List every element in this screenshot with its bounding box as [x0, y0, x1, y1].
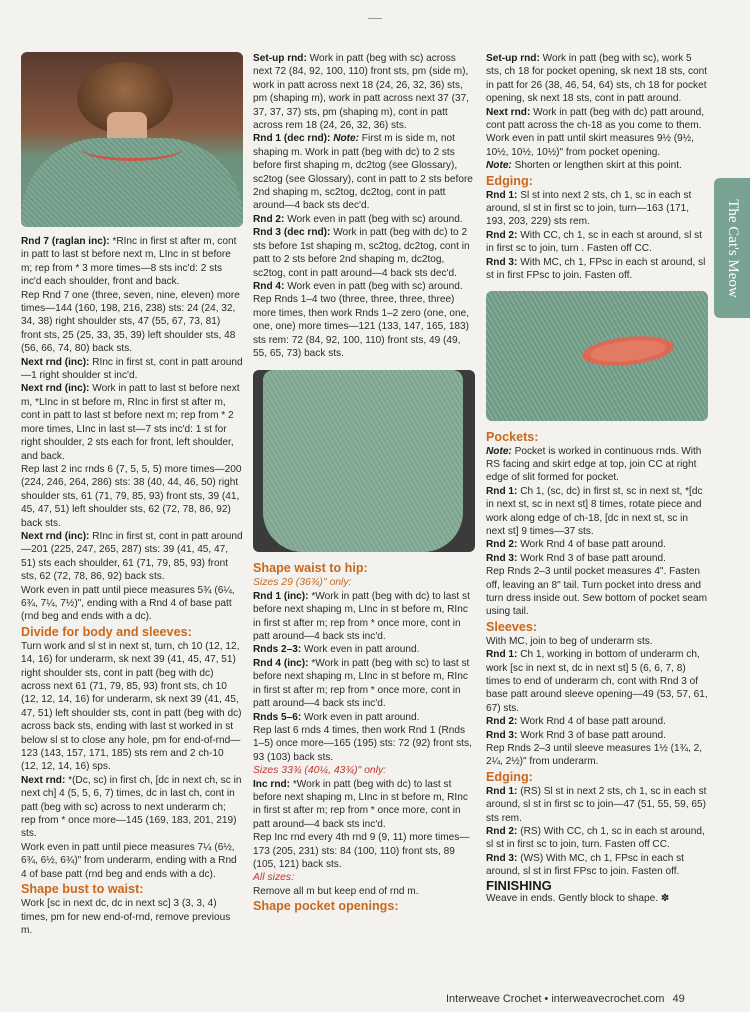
section-heading: Sleeves:	[486, 619, 538, 634]
paragraph: Rep Inc rnd every 4th rnd 9 (9, 11) more times—173 (205, 231) sts: 84 (100, 110) front sts, 89 (105, 121) back sts.	[253, 832, 470, 871]
paragraph: Rnd 3: (WS) With MC, ch 1, FPsc in each st around, sl st in first FPsc to join. Fasten off.	[486, 852, 684, 878]
paragraph: Work even in patt until skirt measures 9½ (9½, 10½, 10½, 10½)" from pocket opening.	[486, 133, 694, 158]
paragraph: Next rnd: *(Dc, sc) in first ch, [dc in next ch, sc in next ch] 4 (5, 5, 6, 7) times, dc in last ch, cont in patt (beg with sc) across to next underarm ch; rep from * once more—145 (169, 183, 201, 219) sts.	[21, 774, 242, 840]
paragraph: Rnd 2: With CC, ch 1, sc in each st around, sl st in first sc to join, turn . Fasten off CC.	[486, 229, 702, 255]
red-collar-trim	[81, 136, 183, 161]
section-heading: Edging:	[486, 173, 533, 188]
column-1	[21, 52, 243, 937]
section-heading: Shape waist to hip:	[253, 561, 368, 576]
paragraph: Rnd 4 (inc): *Work in patt (beg with sc) to last st before next shaping m, LInc in st before m, RInc in first st after m; rep from * once more, cont in patt around—4 back sts inc'd.	[253, 657, 470, 710]
paragraph: Turn work and sl st in next st, turn, ch 10 (12, 12, 14, 16) for underarm, sk next 39 (41, 45, 47, 51) right shoulder sts, cont in patt (beg with dc) across next 61 (71, 79, 85, 93) front sts, ch 10 (12, 12, 14, 16) for underarm, sk next 39 (41, 45, 47, 51) left shoulder sts, cont in patt (beg with dc) across back sts, ending with last st worked in st below sl st to close any hole, pm for end-of-rnd—123 (143, 157, 171, 185) sts rem and 2 ch-10 (12, 12, 14, 16) sps.	[21, 640, 242, 773]
paragraph: Rnd 3: Work Rnd 3 of base patt around.	[486, 552, 666, 564]
paragraph: Work even in patt until piece measures 5¾ (6¼, 6¾, 7¼, 7½)", ending with a Rnd 4 of base patt (rnd beg and ends with a dc).	[21, 584, 235, 623]
paragraph: Next rnd: Work in patt (beg with dc) patt around, cont patt across the ch-18 as you come to them.	[486, 106, 705, 132]
sizes-note: All sizes:	[253, 872, 294, 884]
column-3	[486, 52, 708, 906]
paragraph: Rnd 3: Work Rnd 3 of base patt around.	[486, 729, 666, 741]
section-heading: Shape bust to waist:	[21, 882, 144, 897]
paragraph: Rnd 4: Work even in patt (beg with sc) around.	[253, 280, 463, 292]
paragraph: Rnd 2: Work even in patt (beg with sc) around.	[253, 213, 463, 225]
paragraph: Rep last 6 rnds 4 times, then work Rnd 1 (Rnds 1–5) once more—165 (195) sts: 72 (92) front sts, 93 (103) back sts.	[253, 724, 472, 763]
section-heading-finishing: FINISHING	[486, 877, 552, 893]
footer-text: Interweave Crochet • interweavecrochet.com	[446, 993, 665, 1005]
page-footer	[446, 993, 685, 1005]
paragraph: Rnd 1: Ch 1, (sc, dc) in first st, sc in next st, *[dc in next st, sc in next st] 8 times, rotate piece and work along edge of ch-18, [dc in next st, sc in next st] 9 times—37 sts.	[486, 485, 703, 537]
skirt-texture	[263, 370, 463, 552]
section-side-tab	[714, 178, 750, 318]
paragraph: Rep Rnd 7 one (three, seven, nine, eleven) more times—144 (160, 198, 216, 238) sts: 24 (24, 32, 34, 38) right shoulder sts, 47 (55, 67, 73, 81) front sts, 25 (25, 33, 35, 39) left shoulder sts, 48 (56, 66, 74, 80) back sts.	[21, 289, 240, 355]
end-mark-icon: ✽	[660, 893, 670, 905]
paragraph: With MC, join to beg of underarm sts.	[486, 635, 653, 647]
paragraph: Rnd 1: Sl st into next 2 sts, ch 1, sc in each st around, sl st in first sc to join, turn—163 (171, 193, 203, 229) sts rem.	[486, 189, 692, 228]
section-heading: Divide for body and sleeves:	[21, 624, 192, 639]
section-heading: Edging:	[486, 769, 533, 784]
paragraph: Note: Shorten or lengthen skirt at this point.	[486, 160, 682, 172]
section-heading: Pockets:	[486, 429, 539, 444]
paragraph: Next rnd (inc): RInc in first st, cont in patt around—201 (225, 247, 265, 287) sts: 39 (41, 45, 47, 51) sts each shoulder, 61 (71, 79, 85, 93) front sts, 62 (72, 78, 86, 92) back sts.	[21, 530, 243, 583]
photo-dress-skirt	[253, 370, 475, 552]
paragraph: Work [sc in next dc, dc in next sc] 3 (3, 3, 4) times, pm for new end-of-rnd, remove previous m.	[21, 898, 231, 936]
paragraph: Rnd 2: (RS) With CC, ch 1, sc in each st around, sl st in first sc to join, turn. Fasten off CC.	[486, 826, 705, 851]
paragraph: Rnd 1 (inc): *Work in patt (beg with dc) to last st before next shaping m, LInc in st before m, RInc in first st after m; rep from * once more, cont in patt around—4 back sts inc'd.	[253, 590, 470, 643]
paragraph: Rnd 1 (dec rnd): Note: First m is side m, not shaping m. Work in patt (beg with dc) to 2 sts before first shaping m, dc2tog (see Glossary), sc2tog (see Glossary), cont in patt to 2 sts before 2nd shaping m, sc2tog, dc2tog, cont in patt around—4 back sts dec'd.	[253, 133, 473, 212]
paragraph: Rnd 7 (raglan inc): *RInc in first st after m, cont in patt to last st before next m, LInc in st before m; rep from * 3 more times—8 sts inc'd: 2 sts inc'd each shoulder, front and back.	[21, 236, 237, 288]
sizes-note: Sizes 33¾ (40¼, 43¾)" only:	[253, 765, 387, 777]
section-heading: Shape pocket openings:	[253, 899, 399, 914]
top-mark	[368, 18, 382, 19]
paragraph: Next rnd (inc): RInc in first st, cont in patt around—1 right shoulder st inc'd.	[21, 356, 243, 382]
paragraph: Rep Rnds 2–3 until pocket measures 4". Fasten off, leaving an 8" tail. Turn pocket into dress and turn dress inside out. Sew bottom of pocket seam using tail.	[486, 566, 708, 618]
page-number: 49	[672, 993, 685, 1005]
sizes-note: Sizes 29 (36¾)" only:	[253, 577, 352, 589]
photo-pocket-detail	[486, 291, 708, 421]
paragraph: Next rnd (inc): Work in patt to last st before next m, *LInc in st before m, RInc in first st after m, cont in patt to last st before next m; rep from * 2 more times, LInc in last st—7 sts inc'd: 1 st for right shoulder, 2 sts each for front, left shoulder, and back.	[21, 383, 240, 462]
photo-dress-back	[21, 52, 243, 227]
paragraph: Rnds 5–6: Work even in patt around.	[253, 711, 420, 723]
paragraph: Set-up rnd: Work in patt (beg with sc) across next 72 (84, 92, 100, 110) front sts, pm (side m), work in patt across next 18 (24, 26, 32, 36) sts, pm (shaping m), work in patt across next 37 (37, 37, 37, 37) sts, pm (shaping m), cont in patt across rem 18 (24, 26, 32, 36) sts.	[253, 53, 469, 132]
paragraph: Rep Rnds 1–4 two (three, three, three, three) more times, then work Rnds 1–2 zero (one, one, one, one) more times—121 (133, 147, 165, 183) sts rem: 72 (84, 92, 100, 110) front sts, 49 (49, 55, 65, 73) back sts.	[253, 294, 470, 359]
paragraph: Weave in ends. Gently block to shape. ✽	[486, 893, 670, 905]
paragraph: Remove all m but keep end of rnd m.	[253, 885, 419, 897]
paragraph: Rnds 2–3: Work even in patt around.	[253, 644, 420, 656]
paragraph: Rnd 3: With MC, ch 1, FPsc in each st around, sl st in first FPsc to join. Fasten off.	[486, 256, 706, 282]
paragraph: Set-up rnd: Work in patt (beg with sc), work 5 sts, ch 18 for pocket opening, sk next 18 sts, cont in patt for 26 (38, 46, 54, 64) sts, ch 18 for pocket opening, sk next 18 sts, cont in patt around.	[486, 53, 708, 105]
paragraph: Rep last 2 inc rnds 6 (7, 5, 5, 5) more times—200 (224, 246, 264, 286) sts: 38 (40, 44, 46, 50) right shoulder sts, 61 (71, 79, 85, 93) front sts, 39 (41, 45, 47, 51) left shoulder sts, 62 (72, 78, 86, 92) back sts.	[21, 463, 242, 529]
paragraph: Rnd 3 (dec rnd): Work in patt (beg with dc) to 2 sts before 1st shaping m, sc2tog, dc2tog, cont in patt to 2 sts before 2nd shaping m, dc2tog, sc2tog, cont in patt around—4 back sts dec'd.	[253, 227, 470, 279]
paragraph: Rnd 2: Work Rnd 4 of base patt around.	[486, 716, 666, 728]
paragraph: Rnd 1: Ch 1, working in bottom of underarm ch, work [sc in next st, dc in next st] 5 (6, 6, 7, 8) times to end of underarm ch, cont with Rnd 3 of base patt around sleeve opening—49 (53, 57, 61, 67) sts.	[486, 649, 708, 714]
paragraph: Work even in patt until piece measures 7¼ (6½, 6¾, 6½, 6¾)" from underarm, ending with a Rnd 4 of base patt (rnd beg and ends with a dc).	[21, 841, 237, 880]
paragraph: Rnd 1: (RS) Sl st in next 2 sts, ch 1, sc in each st around, sl st in first sc to join—47 (51, 55, 59, 65) sts rem.	[486, 785, 707, 824]
paragraph: Rnd 2: Work Rnd 4 of base patt around.	[486, 539, 666, 551]
paragraph: Note: Pocket is worked in continuous rnds. With RS facing and skirt edge at top, join CC at right edge of slit formed for pocket.	[486, 445, 702, 484]
paragraph: Rep Rnds 2–3 until sleeve measures 1½ (1¾, 2, 2¼, 2½)" from underarm.	[486, 743, 703, 768]
pocket-slit	[581, 332, 675, 369]
side-tab-label: The Cat's Meow	[724, 198, 741, 298]
column-2	[253, 52, 475, 914]
paragraph: Inc rnd: *Work in patt (beg with dc) to last st before next shaping m, LInc in st before m, RInc in first st after m; rep from * once more, cont in patt around—4 back sts inc'd.	[253, 778, 468, 830]
